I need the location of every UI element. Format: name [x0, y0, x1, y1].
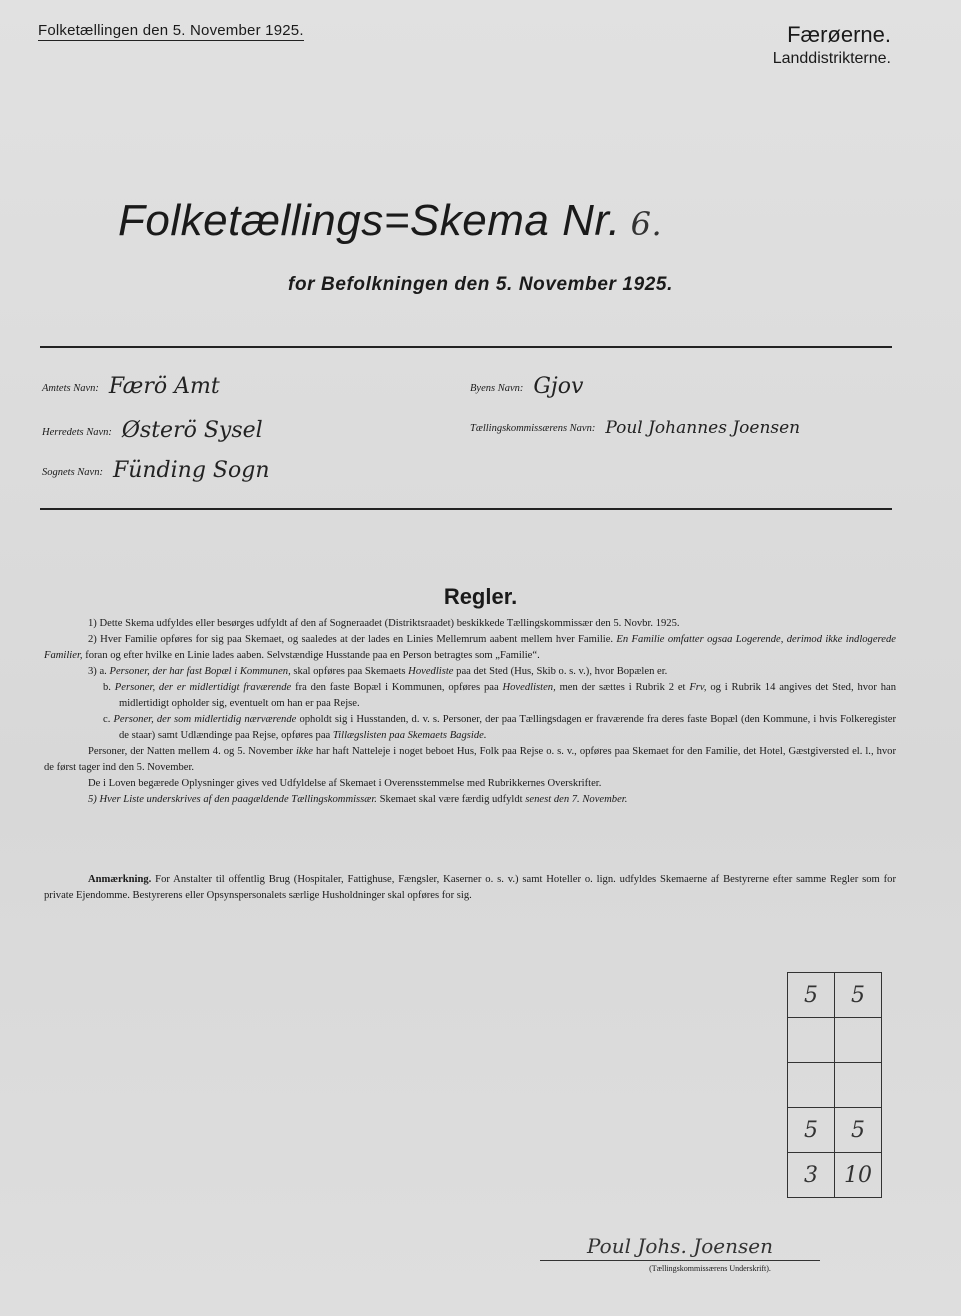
tally-box	[787, 972, 882, 1198]
herred-field	[42, 418, 263, 443]
rule-3d: Personer, der Natten mellem 4. og 5. November ikke har haft Natteleje i noget beboet Hus, Folk paa Rejse o. s. v., opføres paa Skemaet for den Familie, det Hotel, Gæstgiversted el. l., hvor de først tager ind den 5. November.	[44, 746, 896, 773]
remark-label: Anmærkning.	[88, 874, 152, 885]
sogn-value: Fünding Sogn	[112, 458, 270, 483]
tally-cell	[788, 1018, 835, 1063]
form-subtitle: for Befolkningen den 5. November 1925.	[288, 274, 673, 295]
by-value: Gjov	[533, 374, 584, 399]
tally-cell: 5	[788, 973, 835, 1018]
form-title-text: Folketællings=Skema Nr.	[118, 196, 621, 245]
form-title	[118, 196, 662, 246]
kommissaer-label: Tællingskommissærens Navn:	[470, 423, 596, 434]
rules-heading: Regler.	[443, 584, 518, 609]
tally-row	[788, 1063, 882, 1108]
amt-field	[42, 374, 220, 399]
region-name: Færøerne.	[787, 22, 891, 47]
remark-text: For Anstalter til offentlig Brug (Hospitaler, Fattighuse, Fængsler, Kaserner o. s. v.) samt Hoteller o. lign. udfyldes Skemaerne af Bestyrerne efter samme Regler som for private Ejendomme. Bestyrerens eller Opsynspersonalets særlige Husholdninger skal opføres for sig.	[44, 874, 896, 901]
kommissaer-value: Poul Johannes Joensen	[605, 418, 801, 438]
sogn-field	[42, 458, 270, 483]
signature-caption: (Tællingskommissærens Underskrift).	[649, 1264, 771, 1273]
signature: Poul Johs. Joensen	[540, 1234, 820, 1261]
rule-5: 5) Hver Liste underskrives af den paagældende Tællingskommissær. Skemaet skal være færdig udfyldt senest den 7. November.	[88, 794, 628, 805]
by-field	[470, 374, 583, 399]
remark-paragraph	[44, 872, 896, 904]
tally-cell	[835, 1018, 882, 1063]
divider-top	[40, 346, 892, 348]
herred-label: Herredets Navn:	[42, 427, 112, 438]
tally-cell: 5	[835, 973, 882, 1018]
tally-cell	[835, 1063, 882, 1108]
rule-3c: c. Personer, der som midlertidig nærværende opholdt sig i Husstanden, d. v. s. Personer, der paa Tællingsdagen er fraværende fra deres faste Bopæl (den Kommune, i hvis Folkeregister de staar) samt Udlændinge paa Rejse, opføres paa Tillægslisten paa Skemaets Bagside.	[103, 714, 896, 741]
rule-3a: 3) a. Personer, der har fast Bopæl i Kommunen, skal opføres paa Skemaets Hovedliste paa det Sted (Hus, Skib o. s. v.), hvor Bopælen er.	[88, 666, 668, 677]
herred-value: Østerö Sysel	[121, 418, 263, 443]
tally-row	[788, 1018, 882, 1063]
tally-row	[788, 1153, 882, 1198]
tally-cell: 3	[788, 1153, 835, 1198]
amt-label: Amtets Navn:	[42, 383, 99, 394]
census-date-header: Folketællingen den 5. November 1925.	[38, 22, 304, 39]
tally-cell: 5	[835, 1108, 882, 1153]
by-label: Byens Navn:	[470, 383, 524, 394]
tally-cell	[788, 1063, 835, 1108]
rule-4: De i Loven begærede Oplysninger gives ved Udfyldelse af Skemaet i Overensstemmelse med Rubrikkernes Overskrifter.	[88, 778, 602, 789]
tally-cell: 5	[788, 1108, 835, 1153]
rule-2: 2) Hver Familie opføres for sig paa Skemaet, og saaledes at der lades en Linies Mellemrum aabent mellem hver Familie. En Familie omfatter ogsaa Logerende, derimod ikke indlogerede Familier, foran og efter hvilke en Linie lades aaben. Selvstændige Husstande paa en Person betragtes som „Familie“.	[44, 634, 896, 661]
sogn-label: Sognets Navn:	[42, 467, 103, 478]
district-type: Landdistrikterne.	[772, 50, 891, 67]
signature-block	[540, 1234, 820, 1273]
rule-1: 1) Dette Skema udfyldes eller besørges udfyldt af den af Sogneraadet (Distriktsraadet) beskikkede Tællingskommissær den 5. Novbr. 1925.	[88, 618, 680, 629]
amt-value: Færö Amt	[108, 374, 220, 399]
tally-cell: 10	[835, 1153, 882, 1198]
divider-bottom	[40, 508, 892, 510]
tally-row	[788, 973, 882, 1018]
region-header	[773, 22, 891, 68]
rules-body	[44, 616, 896, 808]
kommissaer-field	[470, 418, 800, 438]
form-number: 6.	[630, 205, 663, 243]
rule-3b: b. Personer, der er midlertidigt fraværende fra den faste Bopæl i Kommunen, opføres paa Hovedlisten, men der sættes i Rubrik 2 et Frv, og i Rubrik 14 angives det Sted, hvor han midlertidigt opholder sig, eventuelt om han er paa Rejse.	[103, 682, 896, 709]
tally-row	[788, 1108, 882, 1153]
